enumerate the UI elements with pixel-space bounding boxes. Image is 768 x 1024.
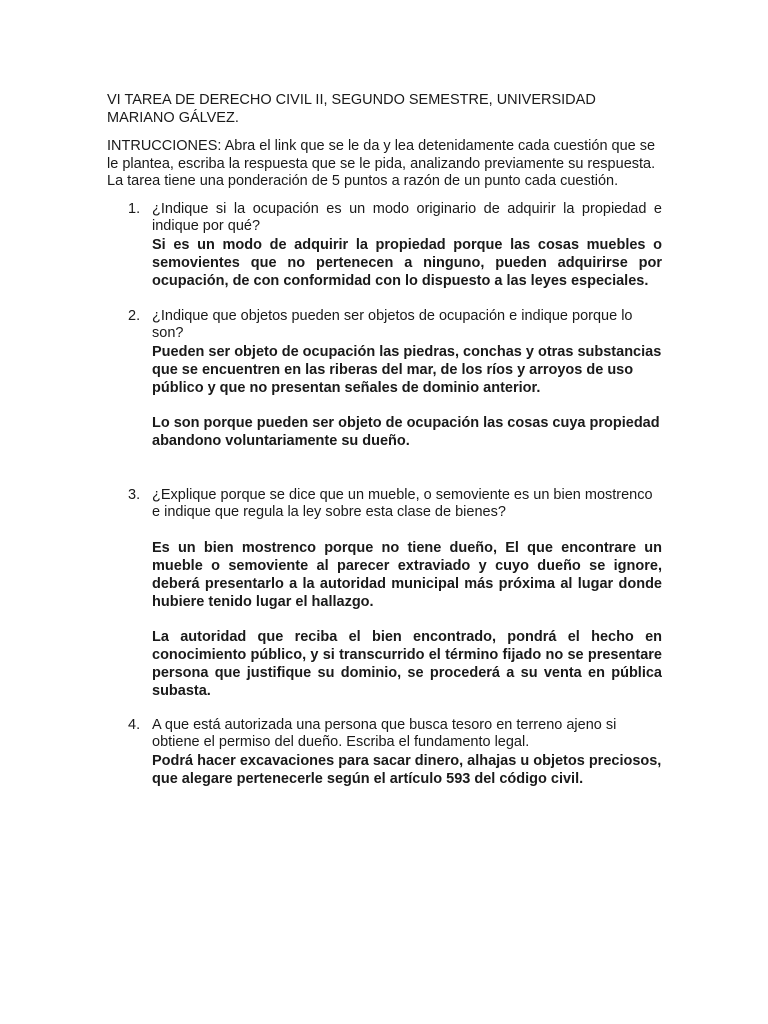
question-text: ¿Indique que objetos pueden ser objetos de ocupación e indique porque lo son?: [152, 307, 633, 341]
question-text: A que está autorizada una persona que busca tesoro en terreno ajeno si obtiene el permiso del dueño. Escriba el fundamento legal.: [152, 716, 617, 750]
answer-text: Si es un modo de adquirir la propiedad porque las cosas muebles o semovientes que no pertenecen a ninguno, pueden adquirirse por ocupación, de con conformidad con lo dispuesto a las leyes especiales.: [152, 236, 662, 289]
question-list: [107, 201, 662, 788]
question-number: 1.: [128, 200, 141, 217]
answer-text: Lo son porque pueden ser objeto de ocupación las cosas cuya propiedad abandono voluntariamente su dueño.: [152, 414, 660, 449]
question-number: 2.: [128, 307, 141, 324]
question-number: 3.: [128, 486, 141, 503]
answer-text: Pueden ser objeto de ocupación las piedras, conchas y otras substancias que se encuentren en las riberas del mar, de los ríos y arroyos de uso público y que no presentan señales de dominio anterior.: [152, 343, 662, 396]
instructions-paragraph: INTRUCCIONES: Abra el link que se le da y lea detenidamente cada cuestión que se le plantea, escriba la respuesta que se le pida, analizando previamente su respuesta. La tarea tiene una ponderación de 5 puntos a razón de un punto cada cuestión.: [107, 138, 656, 189]
question-text: ¿Indique si la ocupación es un modo originario de adquirir la propiedad e indique por qué?: [152, 200, 662, 234]
document-title: VI TAREA DE DERECHO CIVIL II, SEGUNDO SEMESTRE, UNIVERSIDAD MARIANO GÁLVEZ.: [107, 92, 596, 126]
answer-text: La autoridad que reciba el bien encontrado, pondrá el hecho en conocimiento público, y si transcurrido el término fijado no se presentare persona que justifique su dominio, se procederá a su venta en pública subasta.: [152, 628, 662, 699]
question-item-4: [107, 717, 662, 788]
answer-text: Es un bien mostrenco porque no tiene dueño, El que encontrare un mueble o semoviente al parecer extraviado y cuyo dueño se ignore, deberá presentarlo a la autoridad municipal más próxima al lugar donde hubiere tenido lugar el hallazgo.: [152, 539, 662, 610]
question-text: ¿Explique porque se dice que un mueble, o semoviente es un bien mostrenco e indique que regula la ley sobre esta clase de bienes?: [152, 486, 653, 520]
question-number: 4.: [128, 716, 141, 733]
question-item-1: [107, 201, 662, 290]
answer-text: Podrá hacer excavaciones para sacar dinero, alhajas u objetos preciosos, que alegare pertenecerle según el artículo 593 del código civil.: [152, 752, 662, 787]
document-page: [107, 92, 662, 788]
question-item-2: [107, 308, 662, 450]
question-item-3: [107, 487, 662, 700]
